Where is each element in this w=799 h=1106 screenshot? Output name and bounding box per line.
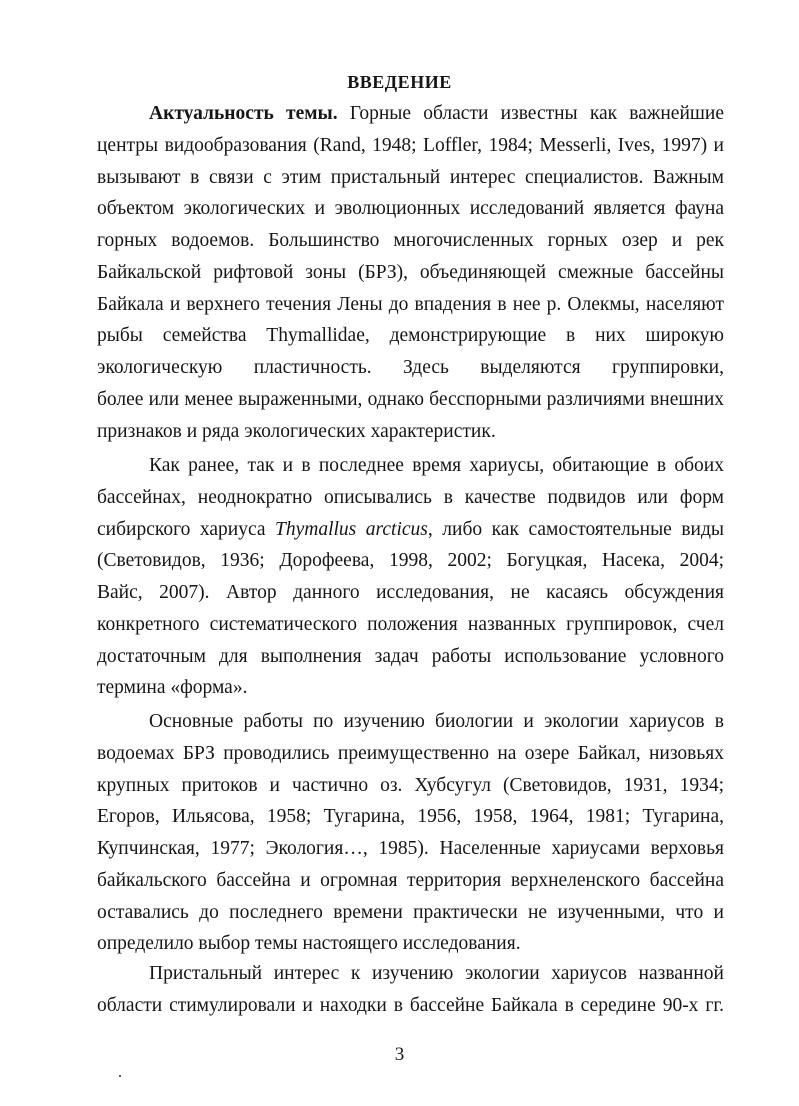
- text-line: Актуальность темы. Горные области известны как важнейшие: [149, 103, 724, 124]
- text-line: крупных притоков и частично оз. Хубсугул (Световидов, 1931, 1934;: [97, 774, 724, 796]
- page-title: ВВЕДЕНИЕ: [347, 72, 452, 92]
- text-line: достаточным для выполнения задач работы использование условного: [97, 645, 724, 667]
- text-line: бассейнах, неоднократно описывались в качестве подвидов или форм: [97, 486, 724, 508]
- text-line: конкретного систематического положения названных группировок, счел: [97, 613, 724, 635]
- text-line: Байкала и верхнего течения Лены до впадения в нее р. Олекмы, населяют: [97, 293, 724, 315]
- text-line: Основные работы по изучению биологии и экологии хариусов в: [149, 711, 724, 732]
- text-line: вызывают в связи с этим пристальный интерес специалистов. Важным: [97, 166, 724, 188]
- text-line: сибирского хариуса Thymallus arcticus, либо как самостоятельные виды: [97, 518, 724, 540]
- text-line: более или менее выраженными, однако бесспорными различиями внешних: [97, 388, 724, 410]
- text-line: рыбы семейства Thymallidae, демонстрирующие в них широкую: [97, 325, 724, 347]
- paragraph-previous-studies: [97, 706, 724, 960]
- text-line: Как ранее, так и в последнее время хариусы, обитающие в обоих: [149, 455, 724, 476]
- text-line: термина «форма».: [97, 677, 248, 699]
- species-name: Thymallus arcticus: [275, 518, 428, 540]
- text-line: Егоров, Ильясова, 1958; Тугарина, 1956, 1958, 1964, 1981; Тугарина,: [97, 806, 724, 828]
- text-line: байкальского бассейна и огромная территория верхнеленского бассейна: [97, 869, 724, 891]
- text-line: горных водоемов. Большинство многочисленных горных озер и рек: [97, 230, 724, 251]
- page-number: 3: [394, 1044, 405, 1065]
- text-line: (Световидов, 1936; Дорофеева, 1998, 2002; Богуцкая, Насека, 2004;: [97, 550, 724, 572]
- text-line: оставались до последнего времени практически не изученными, что и: [97, 901, 724, 923]
- text-line: экологическую пластичность. Здесь выделяются группировки,: [97, 357, 724, 378]
- text-line: Вайс, 2007). Автор данного исследования, не касаясь обсуждения: [97, 582, 724, 603]
- text-line: Байкальской рифтовой зоны (БРЗ), объединяющей смежные бассейны: [97, 261, 724, 283]
- text-line: центры видообразования (Rand, 1948; Loffler, 1984; Messerli, Ives, 1997) и: [97, 134, 724, 156]
- paragraph-taxonomy: [97, 450, 724, 704]
- paragraph-relevance: [97, 98, 724, 447]
- text-line: Купчинская, 1977; Экология…, 1985). Населенные хариусами верховья: [97, 838, 724, 859]
- scan-speck: [119, 1075, 121, 1077]
- text-line: водоемах БРЗ проводились преимущественно на озере Байкал, низовьях: [97, 742, 724, 764]
- paragraph-interest: [97, 958, 724, 1022]
- text-line: признаков и ряда экологических характеристик.: [97, 420, 496, 442]
- text-line: области стимулировали и находки в бассейне Байкала в середине 90-х гг.: [97, 994, 724, 1016]
- text-line: Пристальный интерес к изучению экологии хариусов названной: [149, 963, 724, 984]
- text-line: объектом экологических и эволюционных исследований является фауна: [97, 198, 724, 220]
- text-line: определило выбор темы настоящего исследования.: [97, 933, 521, 955]
- section-lead: Актуальность темы.: [149, 103, 338, 124]
